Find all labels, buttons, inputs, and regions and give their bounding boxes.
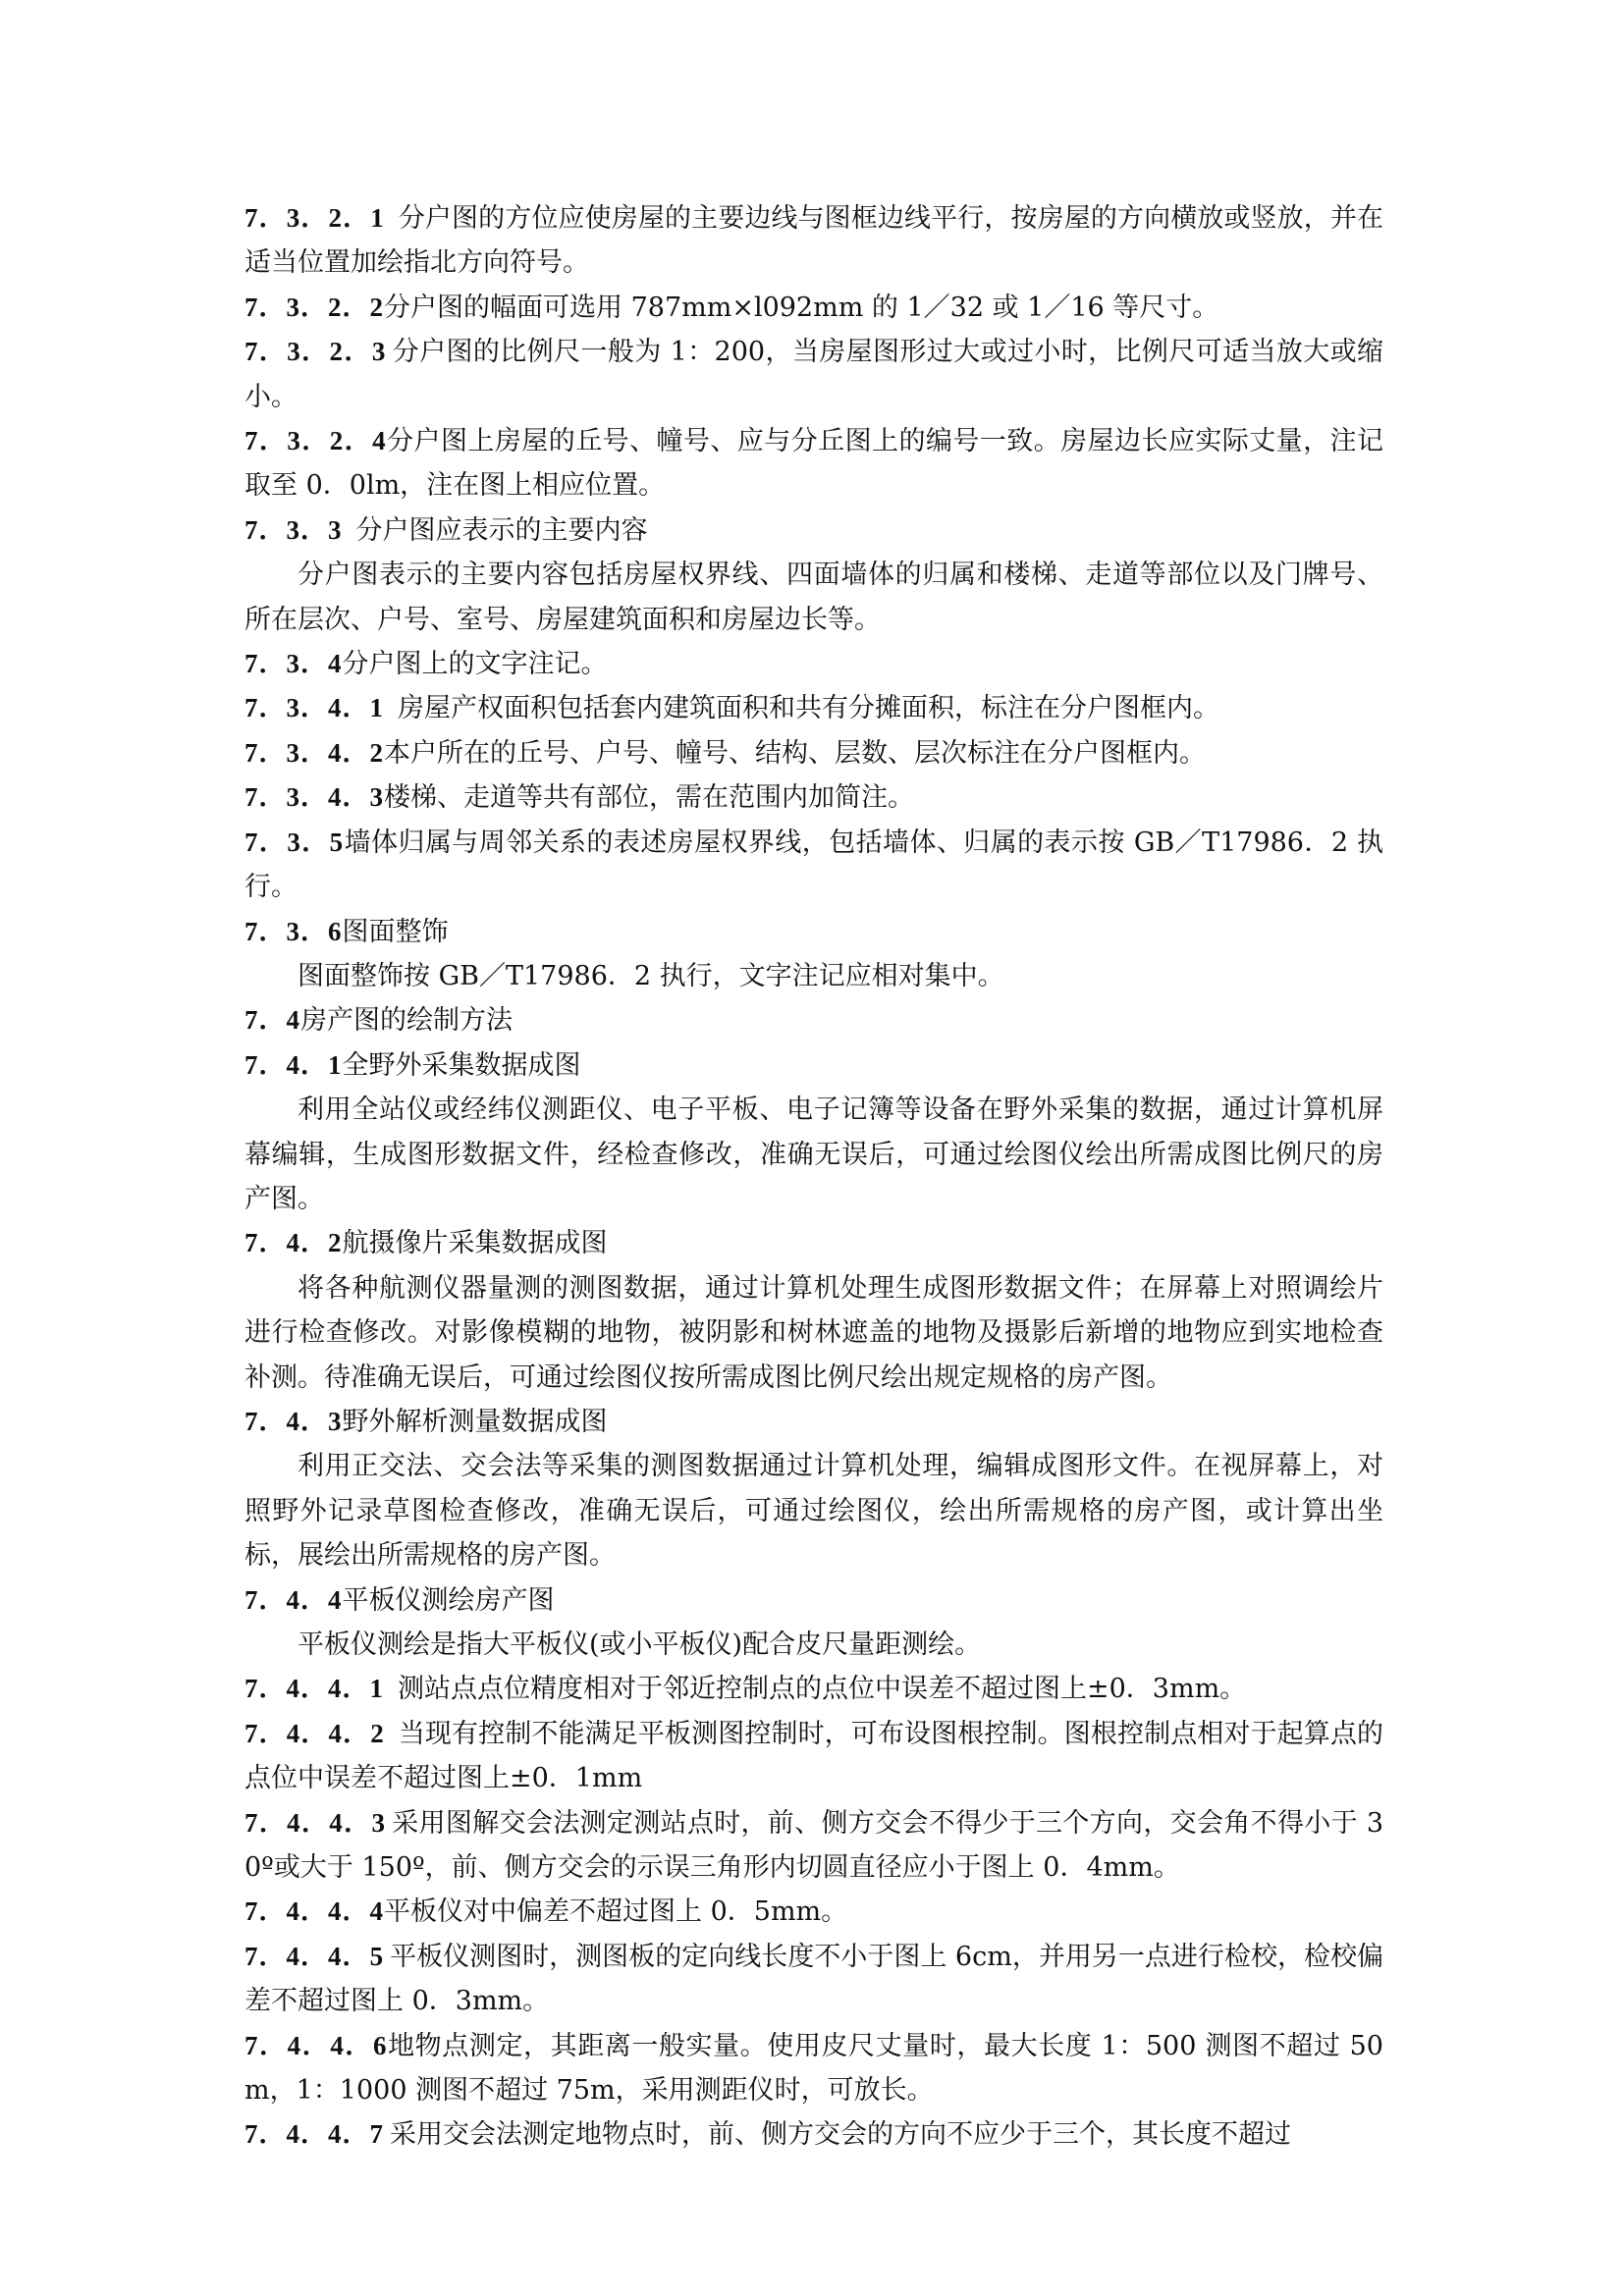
paragraph-body <box>244 1088 1383 1221</box>
clause-text: 分户图上的文字注记。 <box>342 649 608 680</box>
clause-7-3-6 <box>244 910 1383 954</box>
clause-number: 7．3．4．1 <box>244 693 384 723</box>
clause-text: 分户图的比例尺一般为 1：200，当房屋图形过大或过小时，比例尺可适当放大或缩小。 <box>244 337 1384 412</box>
clause-text: 地物点测定，其距离一般实量。使用皮尺丈量时，最大长度 1：500 测图不超过 50m，1：1000 测图不超过 75m，采用测距仪时，可放长。 <box>244 2030 1383 2107</box>
clause-7-4-2 <box>244 1221 1383 1265</box>
clause-text: 本户所在的丘号、户号、幢号、结构、层数、层次标注在分户图框内。 <box>384 737 1206 769</box>
clause-text: 楼梯、走道等共有部位，需在范围内加简注。 <box>384 782 914 814</box>
clause-number: 7．4 <box>244 1005 300 1036</box>
document-body <box>244 196 1383 2158</box>
clause-number: 7．3．4 <box>244 649 343 679</box>
clause-text: 当现有控制不能满足平板测图控制时，可布设图根控制。图根控制点相对于起算点的点位中误差不超过图上±0．1mm <box>244 1718 1384 1794</box>
clause-number: 7．4．4．5 <box>244 1941 385 1971</box>
paragraph-text: 分户图表示的主要内容包括房屋权界线、四面墙体的归属和楼梯、走道等部位以及门牌号、所在层次、户号、室号、房屋建筑面积和房屋边长等。 <box>244 560 1383 635</box>
clause-number: 7．3．4．2 <box>244 737 384 768</box>
clause-7-3-2-2 <box>244 286 1383 330</box>
clause-text: 平板仪对中偏差不超过图上 0．5mm。 <box>384 1896 848 1928</box>
clause-7-4-4-3 <box>244 1801 1383 1891</box>
clause-number: 7．4．4 <box>244 1584 343 1615</box>
clause-number: 7．4．1 <box>244 1049 343 1080</box>
clause-number: 7．4．3 <box>244 1406 343 1436</box>
clause-7-4-4 <box>244 1578 1383 1623</box>
clause-7-4-4-5 <box>244 1935 1383 2024</box>
paragraph-text: 利用正交法、交会法等采集的测图数据通过计算机处理，编辑成图形文件。在视屏幕上，对照野外记录草图检查修改，准确无误后，可通过绘图仪，绘出所需规格的房产图，或计算出坐标，展绘出所需规格的房产图。 <box>244 1451 1383 1572</box>
clause-text: 墙体归属与周邻关系的表述房屋权界线，包括墙体、归属的表示按 GB／T17986．2 执行。 <box>244 827 1383 903</box>
paragraph-body <box>244 553 1383 642</box>
clause-number: 7．4．4．3 <box>244 1807 386 1838</box>
clause-text: 平板仪测图时，测图板的定向线长度不小于图上 6cm，并用另一点进行检校，检校偏差不超过图上 0．3mm。 <box>244 1941 1384 2017</box>
clause-7-4-4-2 <box>244 1712 1383 1801</box>
clause-number: 7．3．6 <box>244 916 343 946</box>
clause-7-4-1 <box>244 1043 1383 1088</box>
clause-text: 分户图应表示的主要内容 <box>355 514 648 546</box>
clause-7-3-2-4 <box>244 419 1383 508</box>
clause-number: 7．3．2．1 <box>244 203 385 233</box>
clause-7-3-3 <box>244 508 1383 553</box>
clause-7-4-4-4 <box>244 1890 1383 1934</box>
clause-number: 7．3．2．3 <box>244 337 387 367</box>
clause-text: 航摄像片采集数据成图 <box>342 1228 608 1259</box>
paragraph-body <box>244 1623 1383 1667</box>
clause-text: 野外解析测量数据成图 <box>342 1406 608 1437</box>
clause-7-3-4-3 <box>244 775 1383 820</box>
clause-7-4-4-1 <box>244 1667 1383 1711</box>
paragraph-body <box>244 1266 1383 1400</box>
clause-number: 7．3．5 <box>244 827 345 857</box>
paragraph-body <box>244 1444 1383 1577</box>
clause-number: 7．4．4．2 <box>244 1718 385 1748</box>
clause-number: 7．4．4．7 <box>244 2119 384 2150</box>
clause-number: 7．4．4．6 <box>244 2030 388 2060</box>
clause-7-3-4-1 <box>244 686 1383 730</box>
clause-7-4-4-7 <box>244 2112 1383 2157</box>
clause-text: 平板仪测绘房产图 <box>342 1584 555 1616</box>
clause-7-4-3 <box>244 1400 1383 1444</box>
clause-text: 采用图解交会法测定测站点时，前、侧方交会不得少于三个方向，交会角不得小于 30º或大于 150º，前、侧方交会的示误三角形内切圆直径应小于图上 0．4mm。 <box>244 1807 1384 1884</box>
clause-text: 分户图的方位应使房屋的主要边线与图框边线平行，按房屋的方向横放或竖放，并在适当位置加绘指北方向符号。 <box>244 203 1384 279</box>
clause-text: 分户图的幅面可选用 787mm×l092mm 的 1／32 或 1／16 等尺寸。 <box>384 292 1219 323</box>
clause-7-3-4-2 <box>244 731 1383 775</box>
paragraph-text: 将各种航测仪器量测的测图数据，通过计算机处理生成图形数据文件；在屏幕上对照调绘片进行检查修改。对影像模糊的地物，被阴影和树林遮盖的地物及摄影后新增的地物应到实地检查补测。待准确无误后，可通过绘图仪按所需成图比例尺绘出规定规格的房产图。 <box>244 1272 1383 1393</box>
clause-text: 分户图上房屋的丘号、幢号、应与分丘图上的编号一致。房屋边长应实际丈量，注记取至 0．0lm，注在图上相应位置。 <box>244 426 1384 502</box>
clause-text: 全野外采集数据成图 <box>342 1049 581 1081</box>
clause-number: 7．3．2．4 <box>244 426 387 456</box>
clause-text: 房屋产权面积包括套内建筑面积和共有分摊面积，标注在分户图框内。 <box>398 693 1219 724</box>
clause-7-4 <box>244 998 1383 1042</box>
clause-number: 7．3．3 <box>244 514 343 545</box>
paragraph-text: 图面整饰按 GB／T17986．2 执行，文字注记应相对集中。 <box>298 960 1004 991</box>
clause-7-3-4 <box>244 642 1383 686</box>
clause-text: 图面整饰 <box>342 916 449 947</box>
clause-number: 7．3．4．3 <box>244 782 384 813</box>
clause-7-3-5 <box>244 821 1383 910</box>
clause-number: 7．3．2．2 <box>244 292 384 322</box>
clause-number: 7．4．4．1 <box>244 1674 384 1704</box>
clause-7-4-4-6 <box>244 2024 1383 2113</box>
clause-number: 7．4．4．4 <box>244 1896 384 1927</box>
paragraph-text: 利用全站仪或经纬仪测距仪、电子平板、电子记簿等设备在野外采集的数据，通过计算机屏幕编辑，生成图形数据文件，经检查修改，准确无误后，可通过绘图仪绘出所需成图比例尺的房产图。 <box>244 1095 1383 1214</box>
clause-text: 房产图的绘制方法 <box>300 1005 513 1037</box>
clause-text: 采用交会法测定地物点时，前、侧方交会的方向不应少于三个，其长度不超过 <box>390 2119 1291 2151</box>
clause-7-3-2-3 <box>244 330 1383 419</box>
paragraph-body <box>244 954 1383 998</box>
paragraph-text: 平板仪测绘是指大平板仪(或小平板仪)配合皮尺量距测绘。 <box>298 1629 982 1660</box>
clause-number: 7．4．2 <box>244 1228 343 1258</box>
clause-7-3-2-1 <box>244 196 1383 286</box>
clause-text: 测站点点位精度相对于邻近控制点的点位中误差不超过图上±0．3mm。 <box>398 1674 1247 1705</box>
